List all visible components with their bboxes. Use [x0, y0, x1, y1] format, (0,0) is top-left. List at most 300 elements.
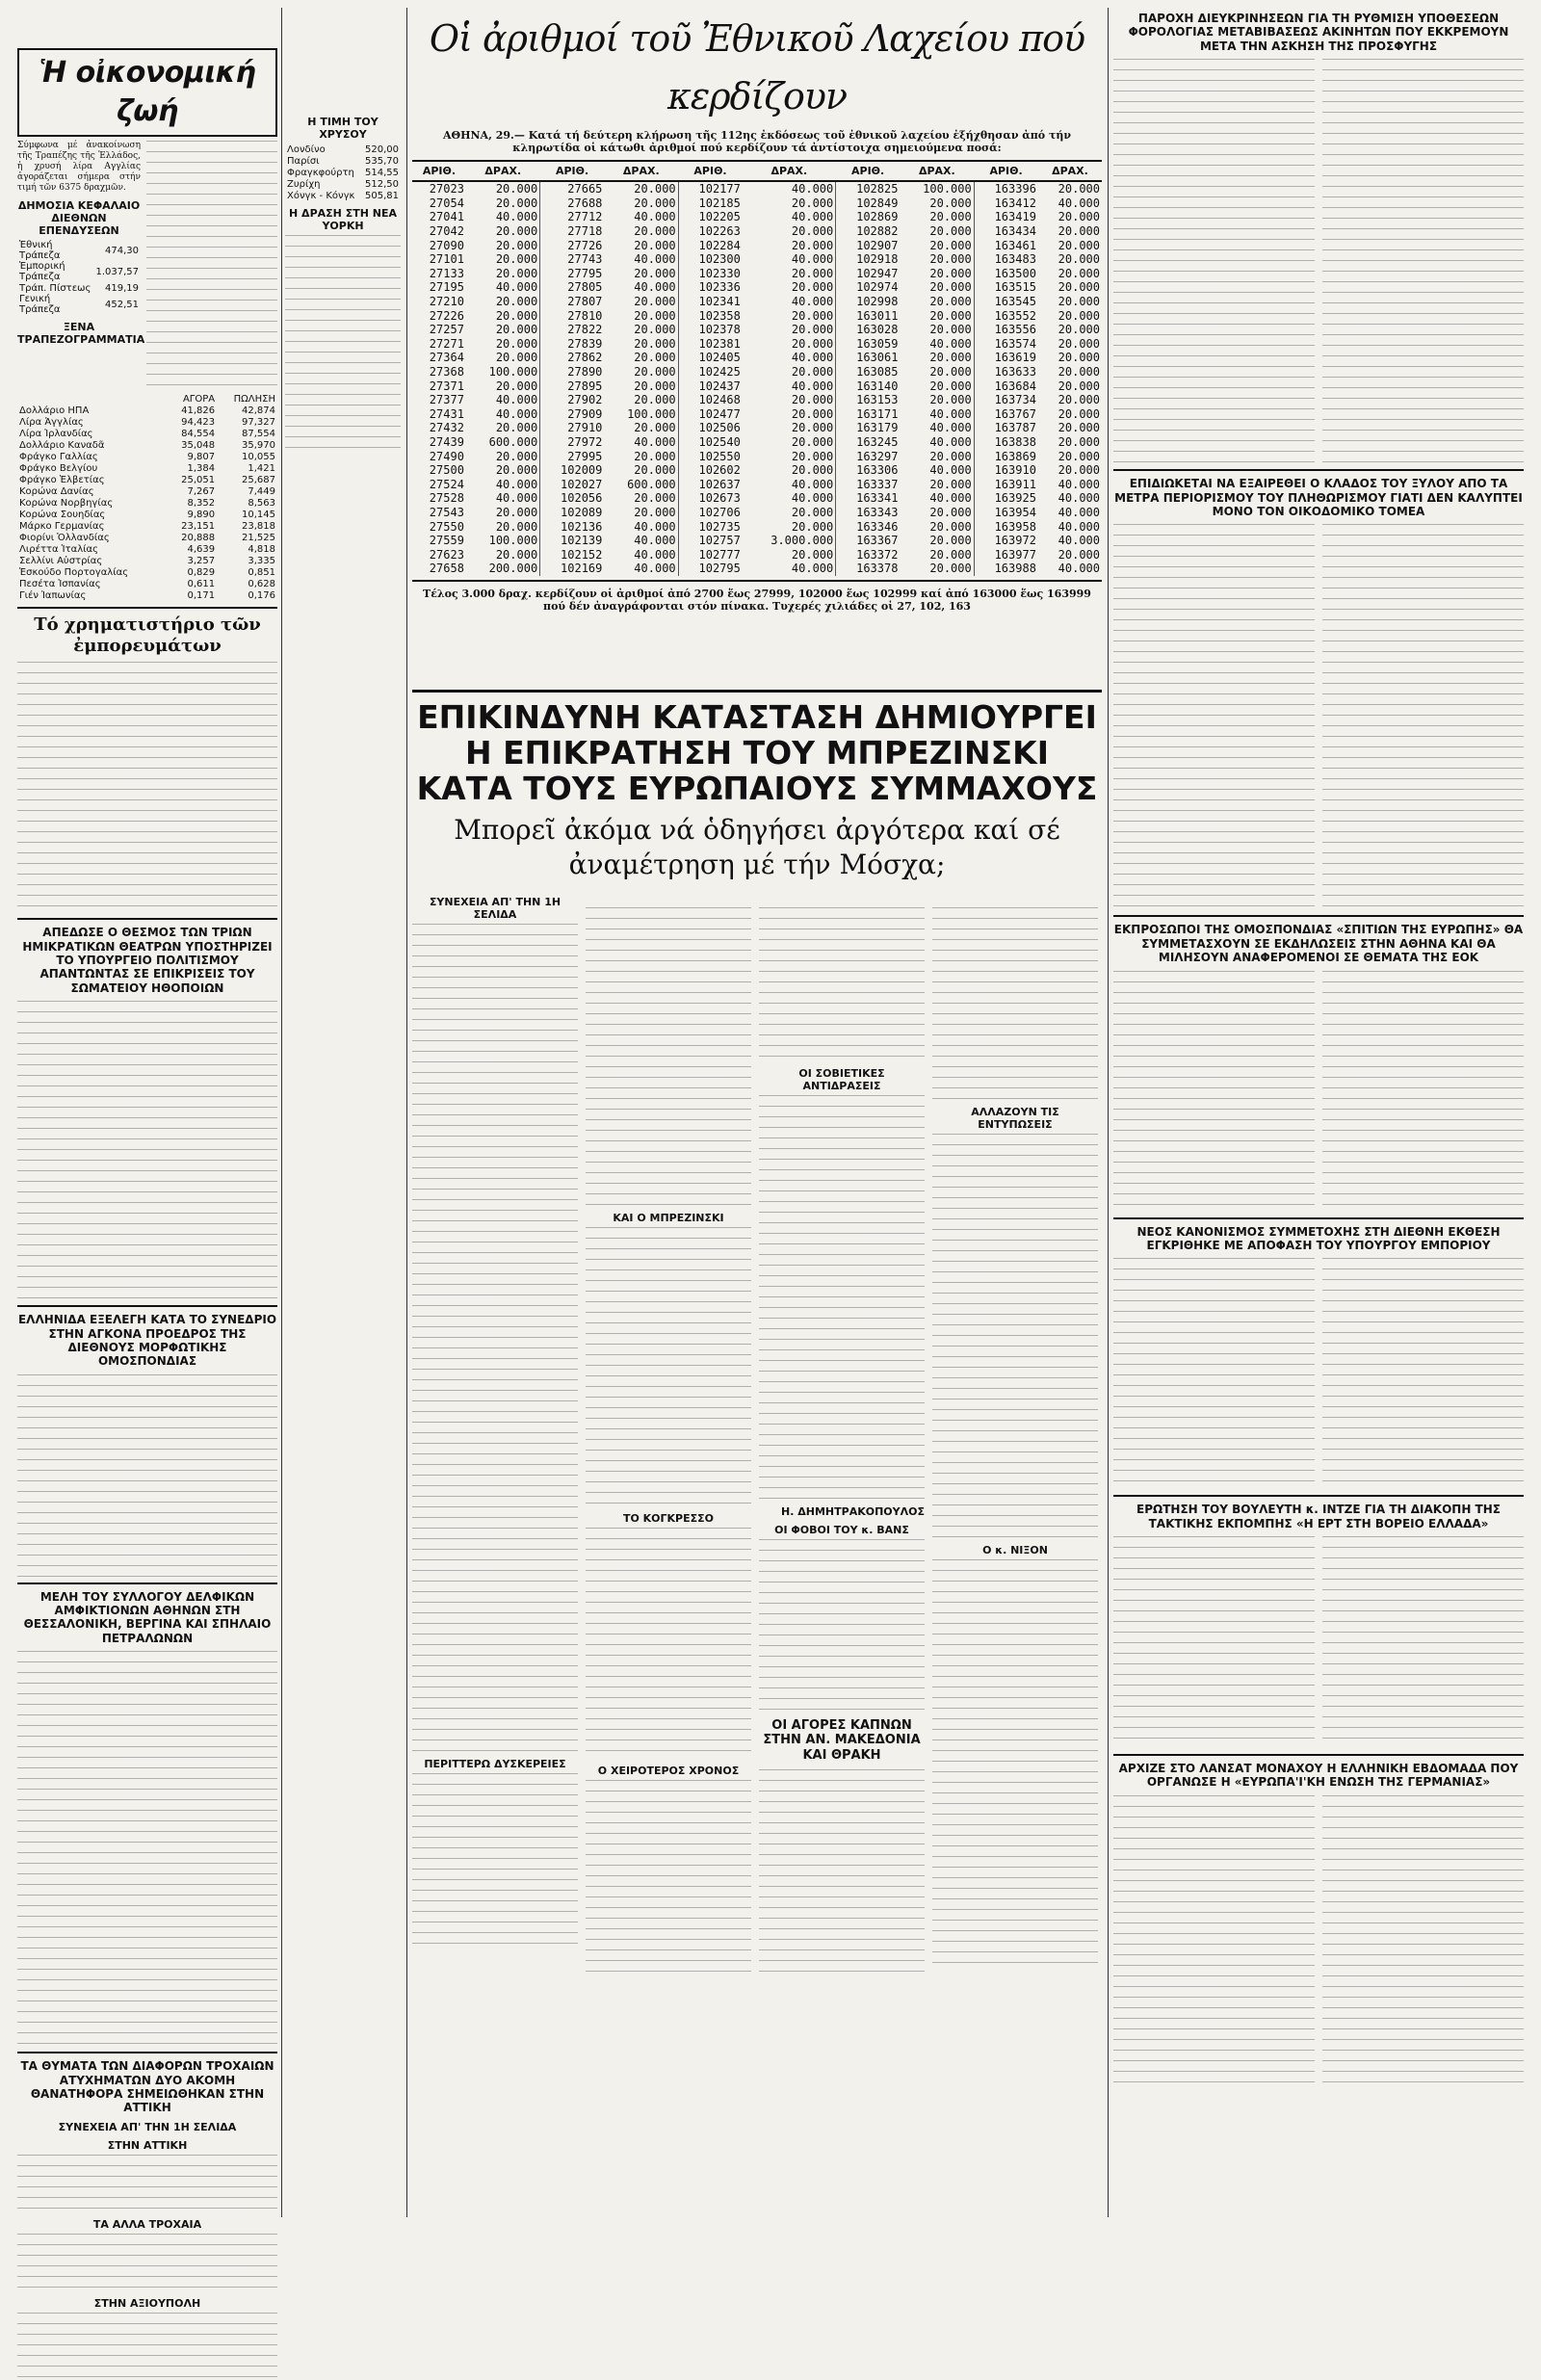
lottery-prize: 20.000 [495, 336, 538, 351]
main-col-3a [759, 907, 925, 1061]
nyse-text [285, 235, 401, 457]
left-article-1-head: ΑΠΕΔΩΣΕ Ο ΘΕΣΜΟΣ ΤΩΝ ΤΡΙΩΝ ΗΜΙΚΡΑΤΙΚΩΝ ΘΕΑΤΡΩΝ ΥΠΟΣΤΗΡΙΖΕΙ ΤΟ ΥΠΟΥΡΓΕΙΟ ΠΟΛΙΤΙΣΜΟΥ ΑΠΑΝΤΩΝΤΑΣ ΣΕ ΕΠΙΚΡΙΣΕΙΣ ΤΟΥ ΣΩΜΑΤΕΙΟΥ ΗΘΟΠΟΙΩΝ [22, 926, 273, 995]
lottery-row [412, 323, 1102, 337]
main-col-3d [759, 1769, 925, 1972]
lottery-number: 163911 [974, 477, 1038, 491]
market-text [17, 662, 277, 912]
fx-value: 8,352 [187, 497, 216, 509]
gold-table [285, 144, 401, 201]
lottery-prize: 20.000 [1058, 295, 1100, 309]
lottery-prize: 20.000 [929, 308, 972, 323]
lottery-prize: 40.000 [495, 491, 538, 506]
gold-label: Χόνγκ - Κόνγκ [287, 190, 355, 201]
lottery-prize: 20.000 [929, 295, 972, 309]
lottery-prize: 40.000 [495, 406, 538, 421]
lottery-prize: 3.000.000 [770, 534, 834, 548]
lottery-number: 27712 [540, 210, 605, 224]
lottery-prize: 20.000 [929, 252, 972, 267]
lottery-number: 27810 [540, 308, 605, 323]
left-article-4-continued: ΣΥΝΕΧΕΙΑ ΑΠ' ΤΗΝ 1Η ΣΕΛΙΔΑ [58, 2120, 237, 2133]
lottery-number: 163346 [836, 519, 901, 534]
lottery-row [412, 295, 1102, 309]
lottery-prize: 20.000 [791, 280, 834, 295]
fx-row [17, 416, 277, 428]
lottery-prize: 20.000 [1058, 280, 1100, 295]
lottery-prize: 40.000 [495, 210, 538, 224]
lottery-prize: 40.000 [791, 477, 834, 491]
main-col-4c [932, 1559, 1098, 1964]
lottery-prize: 20.000 [929, 351, 972, 365]
lottery-number: 102381 [678, 337, 743, 352]
lottery-number: 102795 [678, 562, 743, 576]
lottery-number: 163461 [974, 238, 1038, 252]
lottery-number: 163179 [836, 421, 901, 435]
lottery-number: 163977 [974, 547, 1038, 562]
fx-label: Κορώνα Σουηδίας [19, 509, 106, 520]
lottery-prize: 20.000 [495, 308, 538, 323]
lottery-number: 27822 [540, 323, 605, 337]
main-col-2b [586, 1227, 751, 1506]
fx-label: Λιρέττα Ἰταλίας [19, 543, 98, 555]
lottery-number: 102757 [678, 534, 743, 548]
lottery-number: 102849 [836, 196, 901, 211]
lottery-number: 27195 [429, 280, 464, 295]
lottery-prize: 20.000 [1058, 547, 1100, 562]
lottery-number: 27895 [540, 379, 605, 393]
lottery-col-number: ΑΡΙΘ. [974, 161, 1038, 181]
fx-row [17, 589, 277, 601]
right-article-6-col-a [1113, 1795, 1315, 2084]
fx-value: 42,874 [242, 405, 275, 416]
lottery-prize: 20.000 [791, 505, 834, 519]
lottery-number: 163306 [836, 463, 901, 478]
lottery-number: 102263 [678, 224, 743, 239]
gold-label: Παρίσι [287, 155, 320, 167]
left-article-1-body [17, 1001, 277, 1299]
lottery-prize: 20.000 [791, 266, 834, 280]
main-headline-1: ΕΠΙΚΙΝΔΥΝΗ ΚΑΤΑΣΤΑΣΗ ΔΗΜΙΟΥΡΓΕΙ [417, 698, 1097, 736]
lottery-prize: 20.000 [929, 534, 972, 548]
fx-table [17, 393, 277, 601]
lottery-prize: 20.000 [791, 449, 834, 463]
left-article-3-body [17, 1651, 277, 2046]
main-col-1b [412, 1773, 578, 1947]
lottery-prize: 40.000 [791, 182, 834, 196]
right-article-6-head: ΑΡΧΙΖΕ ΣΤΟ ΛΑΝΣΑΤ ΜΟΝΑΧΟΥ Η ΕΛΛΗΝΙΚΗ ΕΒΔΟΜΑΔΑ ΠΟΥ ΟΡΓΑΝΩΣΕ Η «ΕΥΡΩΠΑ'Ι'ΚΗ ΕΝΩΣΗ ΤΗΣ ΓΕΡΜΑΝΙΑΣ» [1118, 1762, 1519, 1790]
fx-row [17, 532, 277, 543]
lottery-prize: 40.000 [791, 252, 834, 267]
lottery-number: 27805 [540, 280, 605, 295]
gold-label: Λονδίνο [287, 144, 326, 155]
lottery-prize: 100.000 [627, 406, 676, 421]
fx-head-0 [17, 393, 167, 405]
right-article-5-col-b [1322, 1536, 1524, 1748]
lottery-prize: 40.000 [1058, 196, 1100, 210]
fx-value: 25,051 [181, 474, 216, 485]
gold-row [285, 144, 401, 155]
lottery-number: 27665 [540, 181, 605, 196]
main-col-1 [412, 924, 578, 1752]
lottery-number: 102177 [678, 181, 743, 196]
lottery-number: 163767 [974, 407, 1038, 422]
lottery-prize: 20.000 [495, 196, 538, 210]
lottery-row [412, 337, 1102, 352]
right-article-5-head: ΕΡΩΤΗΣΗ ΤΟΥ ΒΟΥΛΕΥΤΗ κ. ΙΝΤΖΕ ΓΙΑ ΤΗ ΔΙΑΚΟΠΗ ΤΗΣ ΤΑΚΤΙΚΗΣ ΕΚΠΟΜΠΗΣ «Η ΕΡΤ ΣΤΗ ΒΟΡΕΙΟ ΕΛΛΑΔΑ» [1136, 1503, 1501, 1530]
left-article-4-body-b [17, 2234, 277, 2291]
lottery-prize: 40.000 [929, 491, 972, 506]
lottery-number: 102185 [678, 196, 743, 211]
lottery-number: 163925 [974, 491, 1038, 506]
lottery-number: 163059 [836, 337, 901, 352]
fx-row [17, 578, 277, 589]
lottery-row [412, 477, 1102, 491]
fx-value: 0,171 [187, 589, 216, 601]
lottery-prize: 20.000 [1058, 351, 1100, 365]
fx-label: Φράγκο Βελγίου [19, 462, 98, 474]
lottery-prize: 20.000 [495, 224, 538, 239]
right-article-1-col-b [1322, 59, 1524, 463]
lottery-number: 102056 [540, 491, 605, 506]
lottery-number: 102009 [540, 463, 605, 478]
lottery-number: 27623 [429, 547, 464, 562]
gold-value: 505,81 [365, 190, 399, 201]
lottery-prize: 40.000 [495, 477, 538, 491]
fx-value: 23,151 [181, 520, 216, 532]
lottery-prize: 200.000 [488, 562, 538, 576]
bond-row [17, 294, 141, 315]
lottery-number: 102506 [678, 421, 743, 435]
lottery-prize: 20.000 [634, 196, 676, 210]
right-article-3-col-b [1322, 971, 1524, 1212]
left-article-2-body [17, 1374, 277, 1577]
lottery-number: 163337 [836, 477, 901, 491]
lottery-number: 102358 [678, 308, 743, 323]
lottery-row [412, 196, 1102, 211]
lottery-number: 163556 [974, 323, 1038, 337]
lottery-prize: 40.000 [929, 434, 972, 449]
lottery-prize: 20.000 [634, 463, 676, 478]
lottery-row [412, 252, 1102, 267]
lottery-number: 27658 [429, 562, 464, 576]
lottery-number: 163061 [836, 351, 901, 365]
gold-value: 520,00 [365, 144, 399, 155]
lottery-col-prize: ΔΡΑΧ. [743, 161, 836, 181]
fx-title: ΞΕΝΑ ΤΡΑΠΕΖΟΓΡΑΜΜΑΤΙΑ [17, 321, 145, 346]
lottery-number: 102205 [678, 210, 743, 224]
fx-row [17, 509, 277, 520]
main-col-2c [586, 1528, 751, 1759]
gold-label: Ζυρίχη [287, 178, 321, 190]
lottery-prize: 40.000 [1058, 505, 1100, 519]
lottery-number: 102637 [678, 477, 743, 491]
fx-row [17, 485, 277, 497]
lottery-number: 27371 [429, 379, 464, 393]
lottery-prize: 20.000 [1058, 449, 1100, 463]
lottery-number: 163552 [974, 308, 1038, 323]
main-sub-nixon: Ο κ. ΝΙΞΟΝ [982, 1543, 1048, 1556]
lottery-number: 163483 [974, 252, 1038, 267]
lottery-number: 102330 [678, 267, 743, 281]
lottery-prize: 40.000 [791, 491, 834, 506]
lottery-number: 102405 [678, 351, 743, 365]
lottery-prize: 20.000 [1058, 210, 1100, 224]
lottery-number: 163838 [974, 435, 1038, 450]
fx-label: Πεσέτα Ἰσπανίας [19, 578, 101, 589]
lottery-prize: 20.000 [1058, 182, 1100, 196]
lottery-prize: 40.000 [1058, 491, 1100, 506]
lottery-number: 27550 [429, 519, 464, 534]
lottery-col-number: ΑΡΙΘ. [836, 161, 901, 181]
lottery-prize: 20.000 [929, 519, 972, 534]
gold-row [285, 178, 401, 190]
lottery-number: 27795 [540, 267, 605, 281]
fx-value: 8,563 [248, 497, 275, 509]
fx-value: 84,554 [181, 428, 216, 439]
lottery-row [412, 210, 1102, 224]
lottery-number: 163372 [836, 547, 901, 562]
lottery-row [412, 379, 1102, 393]
lottery-row [412, 534, 1102, 548]
lottery-prize: 20.000 [929, 547, 972, 562]
lottery-prize: 100.000 [923, 182, 972, 196]
main-col-2d [586, 1780, 751, 1973]
lottery-number: 163140 [836, 379, 901, 393]
main-sub-congress: ΤΟ ΚΟΓΚΡΕΣΣΟ [622, 1511, 715, 1525]
lottery-prize: 20.000 [791, 365, 834, 379]
lottery-prize: 40.000 [1058, 477, 1100, 491]
lottery-number: 102169 [540, 562, 605, 576]
lottery-title: Οἱ ἀριθμοί τοῦ Ἐθνικοῦ Λαχείου πού κερδίζουν [429, 17, 1085, 118]
lottery-number: 102777 [678, 547, 743, 562]
fx-label: Ἐσκούδο Πορτογαλίας [19, 566, 129, 578]
left-article-4-body-c [17, 2313, 277, 2380]
right-article-5-col-a [1113, 1536, 1315, 1748]
lottery-number: 27431 [429, 406, 464, 421]
lottery-number: 163028 [836, 323, 901, 337]
main-col-4a [932, 907, 1098, 1100]
lottery-row [412, 224, 1102, 239]
lottery-number: 27042 [429, 224, 464, 239]
right-article-4-col-a [1113, 1258, 1315, 1489]
lottery-number: 163378 [836, 562, 901, 576]
bond-label: Ἐθνική Τράπεζα [19, 240, 61, 261]
fx-value: 0,829 [187, 566, 216, 578]
lottery-prize: 40.000 [791, 562, 834, 576]
lottery-number: 102089 [540, 506, 605, 520]
right-article-3-head: ΕΚΠΡΟΣΩΠΟΙ ΤΗΣ ΟΜΟΣΠΟΝΔΙΑΣ «ΣΠΙΤΙΩΝ ΤΗΣ ΕΥΡΩΠΗΣ» ΘΑ ΣΥΜΜΕΤΑΣΧΟΥΝ ΣΕ ΕΚΔΗΛΩΣΕΙΣ ΣΤΗΝ ΑΘΗΝΑ ΚΑΙ ΘΑ ΜΙΛΗΣΟΥΝ ΑΝΑΦΕΡΟΜΕΝΟΙ ΣΕ ΘΕΜΑΤΑ ΤΗΣ ΕΟΚ [1113, 923, 1524, 965]
lottery-number: 163434 [974, 224, 1038, 239]
main-sub-vance: ΟΙ ΦΟΒΟΙ ΤΟΥ κ. ΒΑΝΣ [774, 1523, 909, 1536]
lottery-prize: 20.000 [1058, 308, 1100, 323]
lottery-prize: 600.000 [627, 477, 676, 491]
lottery-prize: 20.000 [634, 505, 676, 519]
lottery-prize: 40.000 [634, 434, 676, 449]
lottery-row [412, 547, 1102, 562]
lottery-prize: 20.000 [791, 547, 834, 562]
gold-row [285, 167, 401, 178]
gold-row [285, 190, 401, 201]
lottery-row [412, 181, 1102, 196]
lottery-number: 102336 [678, 280, 743, 295]
lottery-prize: 20.000 [791, 308, 834, 323]
lottery-number: 102139 [540, 534, 605, 548]
market-title: Τό χρηματιστήριο τῶν ἐμπορευμάτων [34, 615, 261, 656]
fx-value: 94,423 [181, 416, 216, 428]
lottery-prize: 20.000 [495, 295, 538, 309]
main-sub-impressions: ΑΛΛΑΖΟΥΝ ΤΙΣ ΕΝΤΥΠΩΣΕΙΣ [971, 1105, 1059, 1131]
lottery-prize: 20.000 [1058, 224, 1100, 239]
lottery-row [412, 351, 1102, 365]
lottery-prize: 20.000 [791, 421, 834, 435]
lottery-number: 27726 [540, 238, 605, 252]
right-article-3-col-a [1113, 971, 1315, 1212]
lottery-section [412, 0, 1102, 684]
lottery-number: 102027 [540, 477, 605, 491]
main-byline: Η. ΔΗΜΗΤΡΑΚΟΠΟΥΛΟΣ [781, 1504, 925, 1518]
lottery-number: 27500 [429, 463, 464, 478]
lottery-table [412, 160, 1102, 576]
lottery-number: 27368 [429, 365, 464, 379]
lottery-number: 27902 [540, 393, 605, 407]
lottery-row [412, 238, 1102, 252]
lottery-col-prize: ΔΡΑΧ. [466, 161, 540, 181]
lottery-prize: 20.000 [495, 238, 538, 252]
left-column [17, 0, 277, 2310]
lottery-number: 163341 [836, 491, 901, 506]
economy-intro: Σύμφωνα μέ ἀνακοίνωση τῆς Τραπέζης τῆς Ἑλλάδος, ἡ χρυσή λίρα Αγγλίας ἀγοράζεται σήμερα στήν τιμή τῶν 6375 δραχμῶν. [17, 141, 141, 193]
left-article-4-head: ΤΑ ΘΥΜΑΤΑ ΤΩΝ ΔΙΑΦΟΡΩΝ ΤΡΟΧΑΙΩΝ ΑΤΥΧΗΜΑΤΩΝ ΔΥΟ ΑΚΟΜΗ ΘΑΝΑΤΗΦΟΡΑ ΣΗΜΕΙΩΘΗΚΑΝ ΣΤΗΝ ΑΤΤΙΚΗ [20, 2059, 274, 2115]
lottery-number: 27972 [540, 435, 605, 450]
lottery-prize: 40.000 [791, 379, 834, 393]
lottery-prize: 20.000 [791, 463, 834, 478]
lottery-prize: 20.000 [495, 379, 538, 393]
economy-masthead [17, 48, 277, 137]
lottery-number: 163684 [974, 379, 1038, 393]
lottery-number: 27524 [429, 477, 464, 491]
lottery-prize: 40.000 [495, 280, 538, 295]
lottery-prize: 20.000 [1058, 463, 1100, 478]
lottery-row [412, 449, 1102, 463]
lottery-prize: 20.000 [929, 224, 972, 239]
lottery-prize: 20.000 [791, 393, 834, 407]
lottery-number: 102477 [678, 407, 743, 422]
fx-value: 41,826 [181, 405, 216, 416]
lottery-prize: 20.000 [634, 308, 676, 323]
lottery-number: 163619 [974, 351, 1038, 365]
fx-row [17, 474, 277, 485]
lottery-number: 102136 [540, 519, 605, 534]
lottery-prize: 20.000 [495, 421, 538, 435]
main-sub-worst: Ο ΧΕΙΡΟΤΕΡΟΣ ΧΡΟΝΟΣ [597, 1764, 740, 1777]
lottery-number: 27890 [540, 365, 605, 379]
lottery-number: 163910 [974, 463, 1038, 478]
lottery-prize: 40.000 [634, 562, 676, 576]
lottery-prize: 20.000 [495, 323, 538, 337]
bond-row [17, 261, 141, 282]
lottery-prize: 20.000 [634, 351, 676, 365]
main-col-2a [586, 907, 751, 1206]
fx-label: Δολλάριο Καναδᾶ [19, 439, 105, 451]
lottery-prize: 40.000 [929, 406, 972, 421]
lottery-number: 163574 [974, 337, 1038, 352]
fx-row [17, 543, 277, 555]
left-article-4-sub-axioupoli: ΣΤΗΝ ΑΞΙΟΥΠΟΛΗ [93, 2296, 201, 2310]
fx-label: Φιορίνι Ὁλλανδίας [19, 532, 110, 543]
lottery-col-prize: ΔΡΑΧ. [900, 161, 974, 181]
lottery-number: 27364 [429, 351, 464, 365]
lottery-prize: 20.000 [634, 295, 676, 309]
right-article-2-col-b [1322, 524, 1524, 909]
fx-value: 4,639 [187, 543, 216, 555]
lottery-number: 163419 [974, 210, 1038, 224]
lottery-prize: 40.000 [634, 280, 676, 295]
lottery-number: 27210 [429, 295, 464, 309]
fx-row [17, 451, 277, 462]
fx-label: Μάρκο Γερμανίας [19, 520, 105, 532]
lottery-number: 102907 [836, 238, 901, 252]
lottery-number: 27090 [429, 238, 464, 252]
bonds-table [17, 240, 141, 315]
fx-row [17, 497, 277, 509]
fx-value: 35,970 [242, 439, 275, 451]
lottery-prize: 40.000 [791, 351, 834, 365]
main-headline-3: ΚΑΤΑ ΤΟΥΣ ΕΥΡΩΠΑΙΟΥΣ ΣΥΜΜΑΧΟΥΣ [416, 769, 1098, 807]
lottery-prize: 20.000 [1058, 266, 1100, 280]
right-column [1113, 0, 1524, 2225]
lottery-prize: 20.000 [929, 210, 972, 224]
lottery-number: 27041 [429, 210, 464, 224]
fx-row [17, 462, 277, 474]
lottery-prize: 20.000 [929, 393, 972, 407]
fx-label: Κορώνα Νορβηγίας [19, 497, 114, 509]
lottery-number: 27559 [429, 534, 464, 548]
main-sub-soviet: ΟΙ ΣΟΒΙΕΤΙΚΕΣ ΑΝΤΙΔΡΑΣΕΙΣ [798, 1066, 885, 1092]
lottery-number: 163153 [836, 393, 901, 407]
fx-value: 4,818 [248, 543, 275, 555]
lottery-col-number: ΑΡΙΘ. [540, 161, 605, 181]
lottery-col-prize: ΔΡΑΧ. [1038, 161, 1102, 181]
main-col-3b [759, 1095, 925, 1500]
lottery-number: 102602 [678, 463, 743, 478]
lottery-number: 27257 [429, 323, 464, 337]
lottery-number: 27377 [429, 393, 464, 407]
lottery-number: 102540 [678, 435, 743, 450]
lottery-intro: ΑΘΗΝΑ, 29.— Κατά τή δεύτερη κλήρωση τῆς 112ης ἐκδόσεως τοῦ ἐθνικοῦ λαχείου ἐξήχθησαν ἀπό τήν κληρωτίδα οἱ κάτωθι ἀριθμοί πού κερδίζουν τά ἀντίστοιχα σημειούμενα ποσά: [442, 129, 1072, 154]
lottery-prize: 40.000 [634, 252, 676, 267]
right-article-6-col-b [1322, 1795, 1524, 2084]
fx-value: 9,890 [187, 509, 216, 520]
fx-value: 35,048 [181, 439, 216, 451]
lottery-number: 163367 [836, 534, 901, 548]
left-article-4-body-a [17, 2155, 277, 2212]
main-story [412, 690, 1102, 2225]
fx-value: 3,335 [248, 555, 275, 566]
right-article-2-head: ΕΠΙΔΙΩΚΕΤΑΙ ΝΑ ΕΞΑΙΡΕΘΕΙ Ο ΚΛΑΔΟΣ ΤΟΥ ΞΥΛΟΥ ΑΠΟ ΤΑ ΜΕΤΡΑ ΠΕΡΙΟΡΙΣΜΟΥ ΤΟΥ ΠΛΗΘΩΡΙΣΜΟΥ ΓΙΑΤΙ ΔΕΝ ΚΑΛΥΠΤΕΙ ΜΟΝΟ ΤΟΝ ΟΙΚΟΔΟΜΙΚΟ ΤΟΜΕΑ [1114, 477, 1523, 518]
lottery-prize: 20.000 [634, 449, 676, 463]
lottery-number: 27862 [540, 351, 605, 365]
tobacco-head: ΟΙ ΑΓΟΡΕΣ ΚΑΠΝΩΝ ΣΤΗΝ ΑΝ. ΜΑΚΕΔΟΝΙΑ ΚΑΙ ΘΡΑΚΗ [763, 1717, 921, 1764]
lottery-number: 102825 [836, 181, 901, 196]
lottery-prize: 20.000 [634, 336, 676, 351]
lottery-number: 27439 [429, 434, 464, 449]
lottery-footer: Τέλος 3.000 δραχ. κερδίζουν οἱ ἀριθμοί ἀπό 2700 ἕως 27999, 102000 ἕως 102999 καί ἀπό 163000 ἕως 163999 πού δέν ἀναγράφονται στόν πίνακα. Τυχερές χιλιάδες οἱ 27, 102, 163 [423, 587, 1091, 613]
lottery-prize: 20.000 [634, 491, 676, 506]
lottery-prize: 20.000 [1058, 406, 1100, 421]
right-article-1-col-a [1113, 59, 1315, 463]
lottery-number: 163245 [836, 435, 901, 450]
fx-value: 87,554 [242, 428, 275, 439]
lottery-prize: 40.000 [929, 421, 972, 435]
